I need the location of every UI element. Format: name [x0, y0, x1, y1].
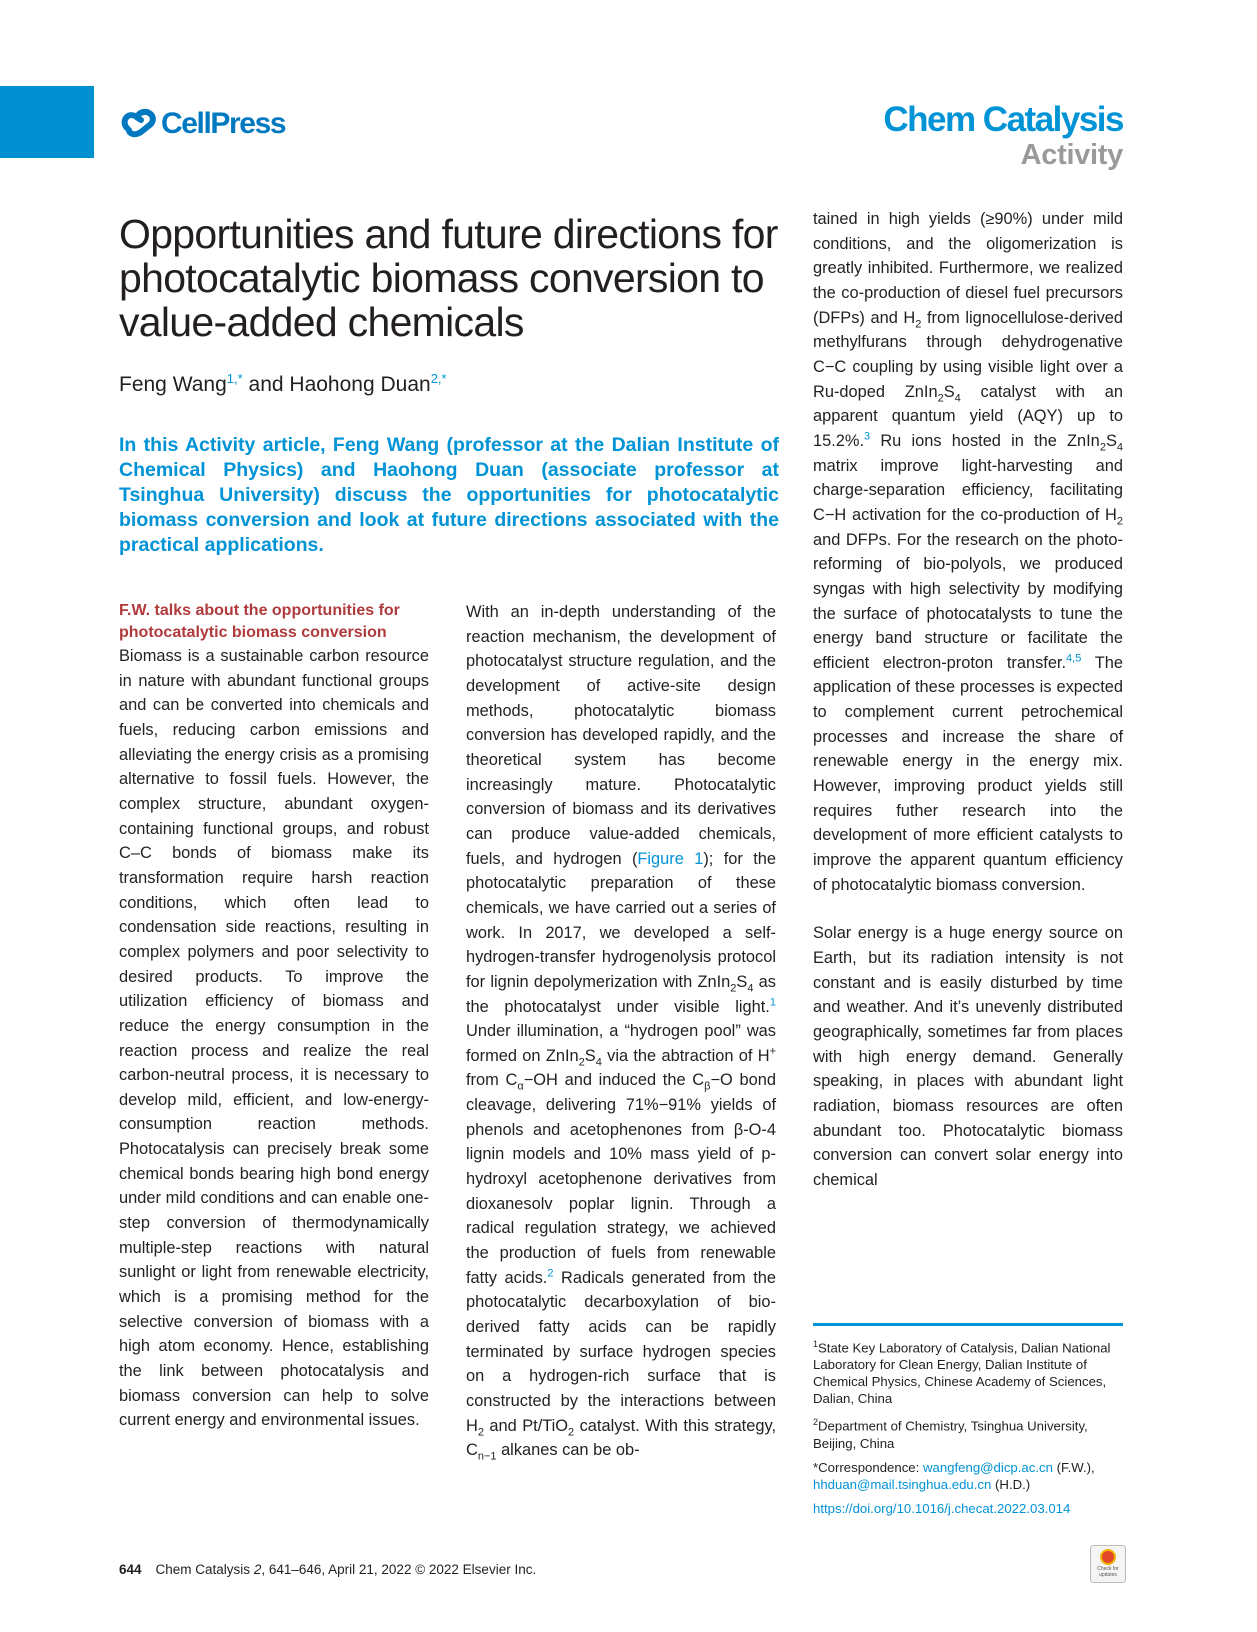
check-for-updates-label: Check for updates [1097, 1566, 1119, 1578]
author-line [119, 371, 447, 397]
article-abstract: In this Activity article, Feng Wang (professor at the Dalian Institute of Chemical Physics) and Haohong Duan (associate professor at Tsinghua University) discuss the opportunities for photocatalytic biomass conversion and look at future directions associated with the practical applications. [119, 434, 779, 556]
footnotes [813, 1336, 1125, 1524]
body-paragraph: With an in-depth understanding of the reaction mechanism, the development of photocatalyst structure regulation, and the development of active-site design methods, photocatalytic biomass conversion has developed rapidly, and the theoretical system has become increasingly mature. Photocatalytic conversion of biomass and its derivatives can produce value-added chemicals, fuels, and hydrogen (Figure 1); for the photocatalytic preparation of these chemicals, we have carried out a series of work. In 2017, we developed a self-hydrogen-transfer hydrogenolysis protocol for lignin depolymerization with $ZnIn_2S_4$ as the photocatalyst under visible light.$^1$ Under illumination, a “hydrogen pool” was formed on $ZnIn_2S_4$ via the abtraction of H+ from $C_\alpha-OH$ and induced the $C_\beta-O$ bond cleavage, delivering 71%−91% yields of phenols and acetophenones from β-O-4 lignin models and 10% mass yield of p-hydroxyl acetophenone derivatives from dioxanesolv poplar lignin. Through a radical regulation strategy, we achieved the production of fuels from renewable fatty acids.$^2$ Radicals generated from the photocatalytic decarboxylation of bio-derived fatty acids can be rapidly terminated by surface hydrogen species on a hydrogen-rich surface that is constructed by the interactions between $H_2$ and Pt/TiO$_2$ catalyst. With this strategy, $C_{n-1}$ alkanes can be ob- [466, 603, 776, 1463]
page-footer: 644 Chem Catalysis 2, 641–646, April 21, 2022 © 2022 Elsevier Inc. [119, 1562, 537, 1577]
cellpress-logo[interactable] [119, 106, 285, 142]
paragraph-gap [813, 897, 1123, 921]
publisher-name: CellPress [161, 107, 286, 140]
affiliation-1: $^1$State Key Laboratory of Catalysis, Dalian National Laboratory for Clean Energy, Dalian Institute of Chemical Physics, Chinese Academy of Sciences, Dalian, China [813, 1339, 1111, 1407]
page-number: 644 [119, 1562, 142, 1577]
header-blue-tab [0, 86, 94, 158]
author-1: Feng Wang [119, 373, 227, 396]
reference-1-link[interactable]: 1 [769, 996, 776, 1009]
journal-title: Chem Catalysis [883, 100, 1123, 139]
email-link-duan[interactable]: hhduan@mail.tsinghua.edu.cn [813, 1476, 992, 1492]
author-connector: and [242, 373, 290, 396]
author-2-affiliation[interactable]: 2,* [430, 371, 447, 386]
correspondence: *Correspondence: wangfeng@dicp.ac.cn (F.W.), hhduan@mail.tsinghua.edu.cn (H.D.) [813, 1459, 1095, 1492]
article-section: Activity [1020, 139, 1123, 171]
affiliation-2: $^2$Department of Chemistry, Tsinghua University, Beijing, China [813, 1417, 1088, 1451]
check-for-updates-icon [1100, 1549, 1116, 1565]
cellpress-logo-icon [119, 106, 159, 142]
reference-4-5-link[interactable]: 4,5 [1066, 652, 1082, 665]
check-for-updates-badge[interactable] [1090, 1545, 1126, 1583]
author-1-affiliation[interactable]: 1,* [226, 371, 243, 386]
figure-1-link[interactable]: Figure 1 [637, 849, 704, 868]
email-link-wang[interactable]: wangfeng@dicp.ac.cn [922, 1459, 1053, 1475]
body-paragraph: Biomass is a sustainable carbon resource in nature with abundant functional groups and can be converted into chemicals and fuels, reducing carbon emissions and alleviating the energy crisis as a promising alternative to fossil fuels. However, the complex structure, abundant oxygen-containing functional groups, and robust C–C bonds of biomass make its transformation require harsh reaction conditions, which often lead to condensation side reactions, resulting in complex polymers and poor selectivity to desired products. To improve the utilization efficiency of biomass and reduce the energy consumption in the reaction process and realize the real carbon-neutral process, it is necessary to develop mild, efficient, and low-energy-consumption reaction methods. Photocatalysis can precisely break some chemical bonds bearing high bond energy under mild conditions and can enable one-step conversion of thermodynamically multiple-step reactions with natural sunlight or light from renewable electricity, which is a promising method for the selective conversion of biomass with a high atom economy. Hence, establishing the link between photocatalysis and biomass conversion can help to solve current energy and environmental issues. [119, 647, 429, 1430]
article-title: Opportunities and future directions for photocatalytic biomass conversion to value-added chemicals [119, 211, 778, 345]
body-column-1 [119, 600, 429, 1433]
footnote-divider [813, 1323, 1123, 1326]
section-heading: F.W. talks about the opportunities for photocatalytic biomass conversion [119, 602, 400, 641]
doi-link[interactable]: https://doi.org/10.1016/j.checat.2022.03.014 [813, 1500, 1071, 1516]
body-paragraph: Solar energy is a huge energy source on Earth, but its radiation intensity is not constant and is easily disturbed by time and weather. And it’s unevenly distributed geographically, sometimes far from places with high energy demand. Generally speaking, in places with abundant light radiation, biomass resources are often abundant too. Photocatalytic biomass conversion can convert solar energy into chemical [813, 924, 1123, 1189]
reference-3-link[interactable]: 3 [864, 430, 871, 443]
body-paragraph: tained in high yields (≥90%) under mild conditions, and the oligomerization is greatly inhibited. Furthermore, we realized the co-production of diesel fuel precursors (DFPs) and $H_2$ from lignocellulose-derived methylfurans through dehydrogenative C−C coupling by using visible light over a Ru-doped $ZnIn_2S_4$ catalyst with an apparent quantum yield (AQY) up to 15.2%.$^3$ Ru ions hosted in the $ZnIn_2S_4$ matrix improve light-harvesting and charge-separation efficiency, facilitating C−H activation for the co-production of $H_2$ and DFPs. For the research on the photo-reforming of bio-polyols, we produced syngas with high selectivity by modifying the surface of photocatalysts to tune the energy band structure or facilitate the efficient electron-proton transfer.$^{4,5}$ The application of these processes is expected to complement current petrochemical processes and increase the share of renewable energy in the energy mix. However, improving product yields still requires futher research into the development of more efficient catalysts to improve the apparent quantum efficiency of photocatalytic biomass conversion. [813, 210, 1124, 894]
journal-masthead [883, 100, 1123, 170]
author-2: Haohong Duan [289, 373, 431, 396]
reference-2-link[interactable]: 2 [547, 1267, 554, 1280]
body-column-2 [466, 600, 776, 1463]
body-column-3 [813, 207, 1123, 1193]
